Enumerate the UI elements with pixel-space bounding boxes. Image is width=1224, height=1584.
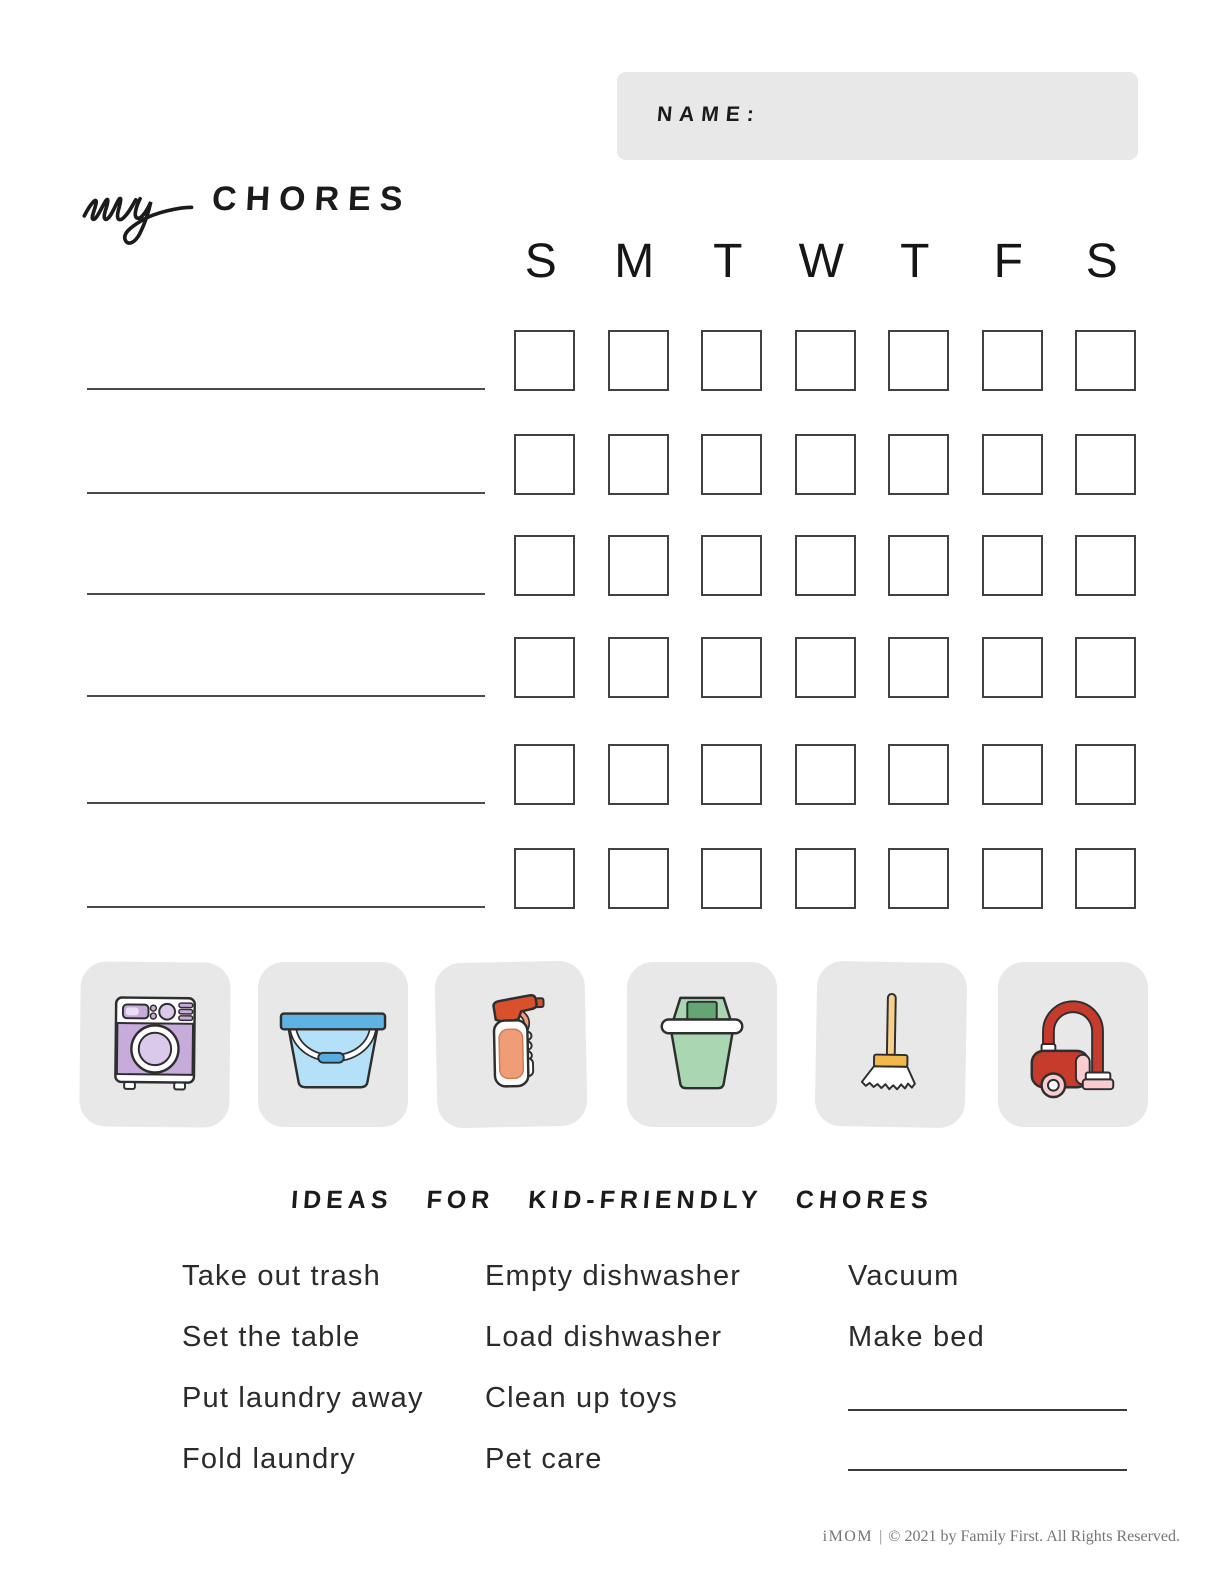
chore-icon-tile-bucket: [258, 962, 408, 1127]
title-script-my: [80, 160, 198, 251]
checkbox-r6c7[interactable]: [1075, 848, 1136, 909]
day-header-wed: W: [798, 235, 844, 288]
day-header-row: [494, 234, 1149, 289]
chore-icon-tile-laundry: [79, 961, 231, 1128]
checkbox-r3c4[interactable]: [795, 535, 856, 596]
checkbox-r6c6[interactable]: [982, 848, 1043, 909]
checkbox-r5c6[interactable]: [982, 744, 1043, 805]
checkbox-r2c2[interactable]: [608, 434, 669, 495]
day-header-sun: S: [524, 235, 557, 288]
idea-item: Fold laundry: [182, 1443, 356, 1475]
checkbox-r4c5[interactable]: [888, 637, 949, 698]
day-header-thu: T: [900, 235, 930, 288]
checkbox-r2c4[interactable]: [795, 434, 856, 495]
checkbox-r5c5[interactable]: [888, 744, 949, 805]
vacuum-icon: [1019, 990, 1127, 1100]
checkbox-r5c1[interactable]: [514, 744, 575, 805]
custom-chore-field-2[interactable]: [848, 1469, 1127, 1471]
checkbox-r1c1[interactable]: [514, 330, 575, 391]
checkbox-r4c4[interactable]: [795, 637, 856, 698]
checkbox-r4c2[interactable]: [608, 637, 669, 698]
name-label: NAME:: [656, 103, 762, 126]
checkbox-r1c2[interactable]: [608, 330, 669, 391]
checkbox-r3c1[interactable]: [514, 535, 575, 596]
footer-brand: iMOM: [822, 1528, 874, 1545]
name-field[interactable]: [617, 72, 1138, 160]
chore-name-field-5[interactable]: [87, 802, 485, 804]
checkbox-r5c3[interactable]: [701, 744, 762, 805]
chore-name-field-3[interactable]: [87, 593, 485, 595]
checkbox-r2c5[interactable]: [888, 434, 949, 495]
footer-separator: |: [879, 1528, 883, 1545]
day-header-sat: S: [1085, 235, 1118, 288]
checkbox-r5c2[interactable]: [608, 744, 669, 805]
checkbox-r6c2[interactable]: [608, 848, 669, 909]
day-header-tue: T: [713, 235, 743, 288]
chore-name-field-4[interactable]: [87, 695, 485, 697]
checkbox-r2c7[interactable]: [1075, 434, 1136, 495]
checkbox-r2c3[interactable]: [701, 434, 762, 495]
trash-can-icon: [648, 990, 756, 1100]
checkbox-r3c3[interactable]: [701, 535, 762, 596]
idea-item: Make bed: [848, 1321, 985, 1353]
chore-name-field-1[interactable]: [87, 388, 485, 390]
checkbox-r2c6[interactable]: [982, 434, 1043, 495]
checkbox-r6c4[interactable]: [795, 848, 856, 909]
washing-machine-icon: [100, 989, 209, 1100]
checkbox-r3c7[interactable]: [1075, 535, 1136, 596]
idea-item: Empty dishwasher: [485, 1260, 742, 1292]
idea-item: Put laundry away: [182, 1382, 424, 1414]
checkbox-r2c1[interactable]: [514, 434, 575, 495]
page-title: [80, 160, 411, 251]
broom-icon: [836, 989, 946, 1101]
day-header-fri: F: [993, 235, 1023, 288]
footer-text: © 2021 by Family First. All Rights Reserved.: [888, 1528, 1180, 1545]
chore-icon-tile-spray: [434, 960, 587, 1128]
checkbox-r4c6[interactable]: [982, 637, 1043, 698]
idea-item: Clean up toys: [485, 1382, 678, 1414]
idea-item: Take out trash: [182, 1260, 381, 1292]
checkbox-r1c6[interactable]: [982, 330, 1043, 391]
custom-chore-field-1[interactable]: [848, 1409, 1127, 1411]
idea-item: Load dishwasher: [485, 1321, 723, 1353]
chore-icon-tile-broom: [815, 961, 968, 1129]
chore-icon-tile-vacuum: [998, 962, 1148, 1127]
checkbox-r4c7[interactable]: [1075, 637, 1136, 698]
checkbox-r6c1[interactable]: [514, 848, 575, 909]
ideas-heading: IDEAS FOR KID-FRIENDLY CHORES: [290, 1186, 934, 1214]
checkbox-r4c1[interactable]: [514, 637, 575, 698]
day-header-mon: M: [614, 235, 655, 288]
checkbox-r3c5[interactable]: [888, 535, 949, 596]
footer-copyright: [823, 1528, 1180, 1546]
checkbox-r1c3[interactable]: [701, 330, 762, 391]
spray-bottle-icon: [456, 988, 566, 1100]
chore-name-field-2[interactable]: [87, 492, 485, 494]
chore-name-field-6[interactable]: [87, 906, 485, 908]
checkbox-r3c6[interactable]: [982, 535, 1043, 596]
checkbox-r3c2[interactable]: [608, 535, 669, 596]
checkbox-r1c5[interactable]: [888, 330, 949, 391]
checkbox-r4c3[interactable]: [701, 637, 762, 698]
chore-icon-tile-trash: [627, 962, 777, 1127]
idea-item: Pet care: [485, 1443, 603, 1475]
idea-item: Set the table: [182, 1321, 361, 1353]
checkbox-r1c4[interactable]: [795, 330, 856, 391]
checkbox-r6c3[interactable]: [701, 848, 762, 909]
idea-item: Vacuum: [848, 1260, 960, 1292]
title-caps-chores: CHORES: [211, 180, 413, 218]
checkbox-r5c7[interactable]: [1075, 744, 1136, 805]
checkbox-r1c7[interactable]: [1075, 330, 1136, 391]
bucket-icon: [279, 990, 387, 1100]
checkbox-r6c5[interactable]: [888, 848, 949, 909]
checkbox-r5c4[interactable]: [795, 744, 856, 805]
